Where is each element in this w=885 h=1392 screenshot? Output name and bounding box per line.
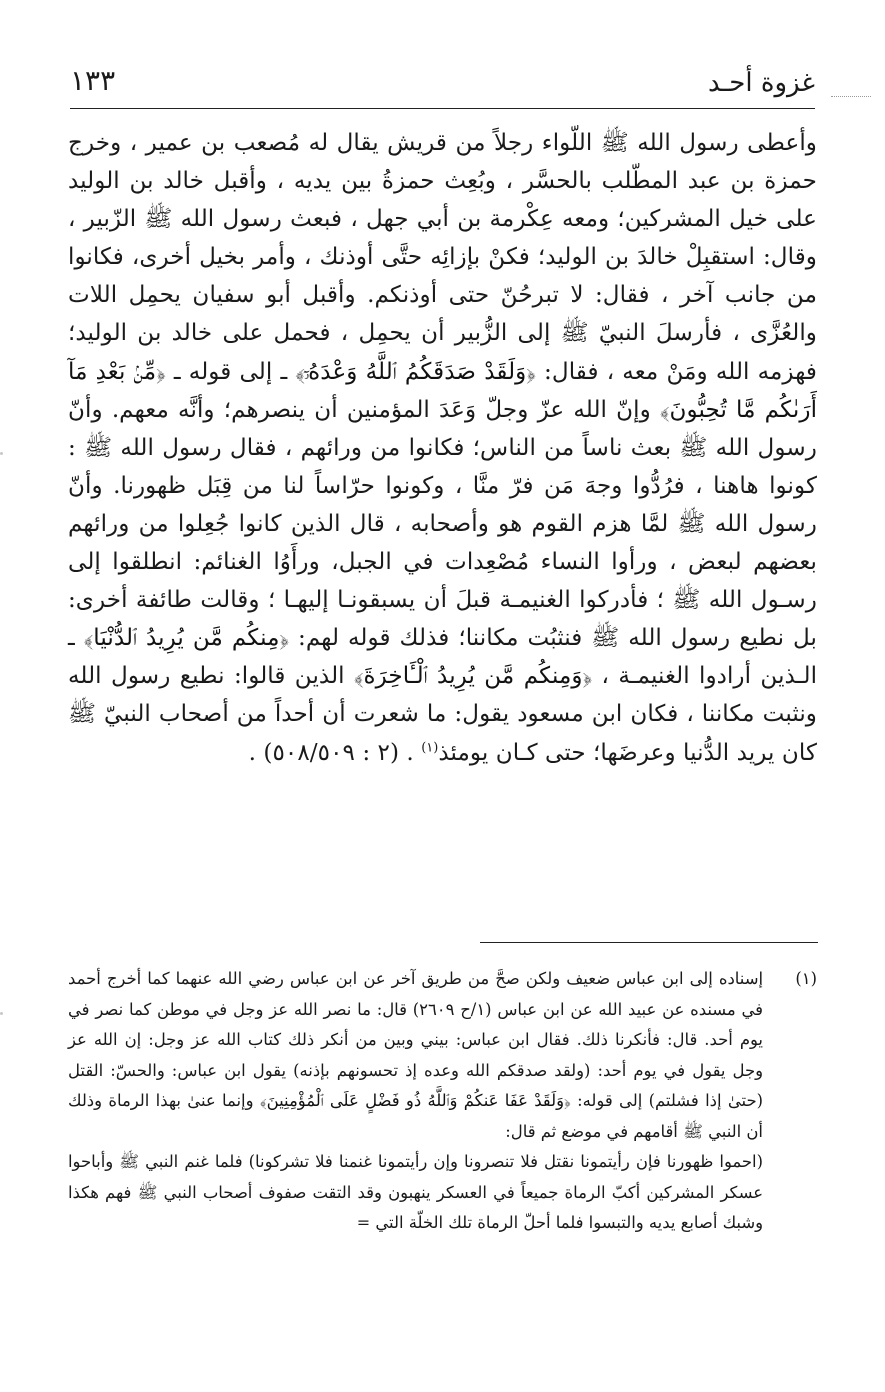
page-number: ١٣٣ — [70, 64, 116, 97]
footnote-text-1 — [68, 964, 763, 1147]
footnote-1 — [68, 964, 817, 1239]
quran-quote-1: ﴿وَلَقَدْ صَدَقَكُمُ ٱللَّهُ وَعْدَهُۥٓ﴾ — [295, 357, 536, 385]
main-text — [68, 124, 817, 772]
margin-mark — [831, 96, 871, 97]
quran-quote-2: ﴿مِّنۢ بَعْدِ مَآ أَرَىٰكُم مَّا تُحِبُّونَ﴾ — [68, 357, 818, 423]
main-text-part-4: ـ الـذين أرادوا الغنيمـة ، — [68, 624, 818, 690]
quran-quote-4: ﴿وَمِنكُم مَّن يُرِيدُ ٱلْـَٔاخِرَةَ﴾ — [353, 662, 593, 690]
margin-speck — [0, 1012, 3, 1015]
footnote-marker: (١) — [795, 969, 817, 988]
quran-quote-3: ﴿مِنكُم مَّن يُرِيدُ ٱلدُّنْيَا﴾ — [83, 624, 290, 652]
footnote-text-1b: وإنما عنىٰ بهذا الرماة وذلك أن النبي ﷺ أقامهم في موضع ثم قال: — [68, 1091, 763, 1141]
header-rule — [70, 108, 815, 109]
footnote-separator — [480, 942, 818, 943]
footnotes — [68, 964, 817, 1239]
page-header — [70, 62, 815, 108]
main-text-part-1: وأعطى رسول الله ﷺ اللّواء رجلاً من قريش يقال له مُصعب بن عمير ، وخرج حمزة بن عبد المطّلب بالحسَّر ، وبُعِث حمزةُ بين يديه ، وأقبل خالد بن الوليد على خيل المشركين؛ ومعه عِكْرمة بن أبي جهل ، فبعث رسول الله ﷺ الزّبير ، وقال: استقبِلْ خالدَ بن الوليد؛ فكنْ بإزائِه حتَّى أوذنك ، وأمر بخيل أخرى، فكانوا من جانب آخر ، فقال: لا تبرحُنّ حتى أوذنكم. وأقبل أبو سفيان يحمِل اللات والعُزَّى ، فأرسلَ النبيّ ﷺ إلى الزُّبير أن يحمِل ، فحمل على خالد بن الوليد؛ فهزمه الله ومَنْ معه ، فقال: — [68, 129, 817, 385]
continuation-mark: = — [356, 1213, 371, 1232]
main-text-part-6: . (٢ : ٥٠٨/٥٠٩) . — [248, 738, 414, 766]
footnote-text-1a: إسناده إلى ابن عباس ضعيف ولكن صحَّ من طريق آخر عن ابن عباس رضي الله عنهما كما أخرج أحمد في مسنده عن عبيد الله عن ابن عباس (١/ح ٢٦٠٩) قال: ما نصر الله عز وجل في موطن كما نصر في يوم أحد. قال: فأنكرنا ذلك. فقال ابن عباس: بيني وبين من أنكر ذلك كتاب الله عز وجل: إن الله عز وجل يقول في يوم أحد: (ولقد صدقكم الله وعده إذ تحسونهم بإذنه) يقول ابن عباس: والحسّ: القتل (حتىٰ إذا فشلتم) إلى قوله: — [68, 969, 763, 1110]
footnote-quran-quote: ﴿وَلَقَدْ عَفَا عَنكُمْ وَٱللَّهُ ذُو فَضْلٍ عَلَى ٱلْمُؤْمِنِينَ﴾ — [259, 1091, 571, 1110]
running-title: غزوة أحـد — [708, 68, 815, 98]
main-text-part-5: الذين قالوا: نطيع رسول الله ونثبت مكاننا ، فكان ابن مسعود يقول: ما شعرت أن أحداً من أصحاب النبيّ ﷺ كان يريد الدُّنيا وعرضَها؛ حتى كـان يومئذ — [68, 662, 817, 766]
main-text-part-2: ـ إلى قوله ـ — [173, 357, 288, 385]
footnote-text-2a: (احموا ظهورنا فإن رأيتمونا نقتل فلا تنصرونا وإن رأيتمونا غنمنا فلا تشركونا) فلما غنم النبي ﷺ وأباحوا عسكر المشركين أكبّ الرماة جميعاً في العسكر ينهبون وقد التقت صفوف أصحاب النبي ﷺ فهم هكذا وشبك أصابع يديه والتبسوا فلما أحلّ الرماة تلك الخلّة التي — [68, 1152, 763, 1232]
main-text-part-3: وإنّ الله عزّ وجلّ وَعَدَ المؤمنين أن ينصرهم؛ وأنَّه معهم. وأنّ رسول الله ﷺ بعث ناساً من الناس؛ فكانوا من ورائهم ، فقال رسول الله ﷺ : كونوا هاهنا ، فرُدُّوا وجهَ مَن فرّ منَّا ، وكونوا حرّاساً لنا من قِبَل ظهورنا. وأنّ رسول الله ﷺ لمَّا هزم القوم هو وأصحابه ، قال الذين كانوا جُعِلوا من ورائهم بعضهم لبعض ، ورأوا النساء مُصْعِدات في الجبل، ورأَوُا الغنائم: انطلقوا إلى رسـول الله ﷺ ؛ فأدركوا الغنيمـة قبلَ أن يسبقونـا إليهـا ؛ وقالت طائفة أخرى: بل نطيع رسول الله ﷺ فنثبُت مكاننا؛ فذلك قوله لهم: — [68, 395, 818, 652]
footnote-text-2 — [68, 1147, 763, 1239]
footnote-reference[interactable]: (١) — [421, 739, 439, 755]
margin-speck — [0, 452, 3, 455]
